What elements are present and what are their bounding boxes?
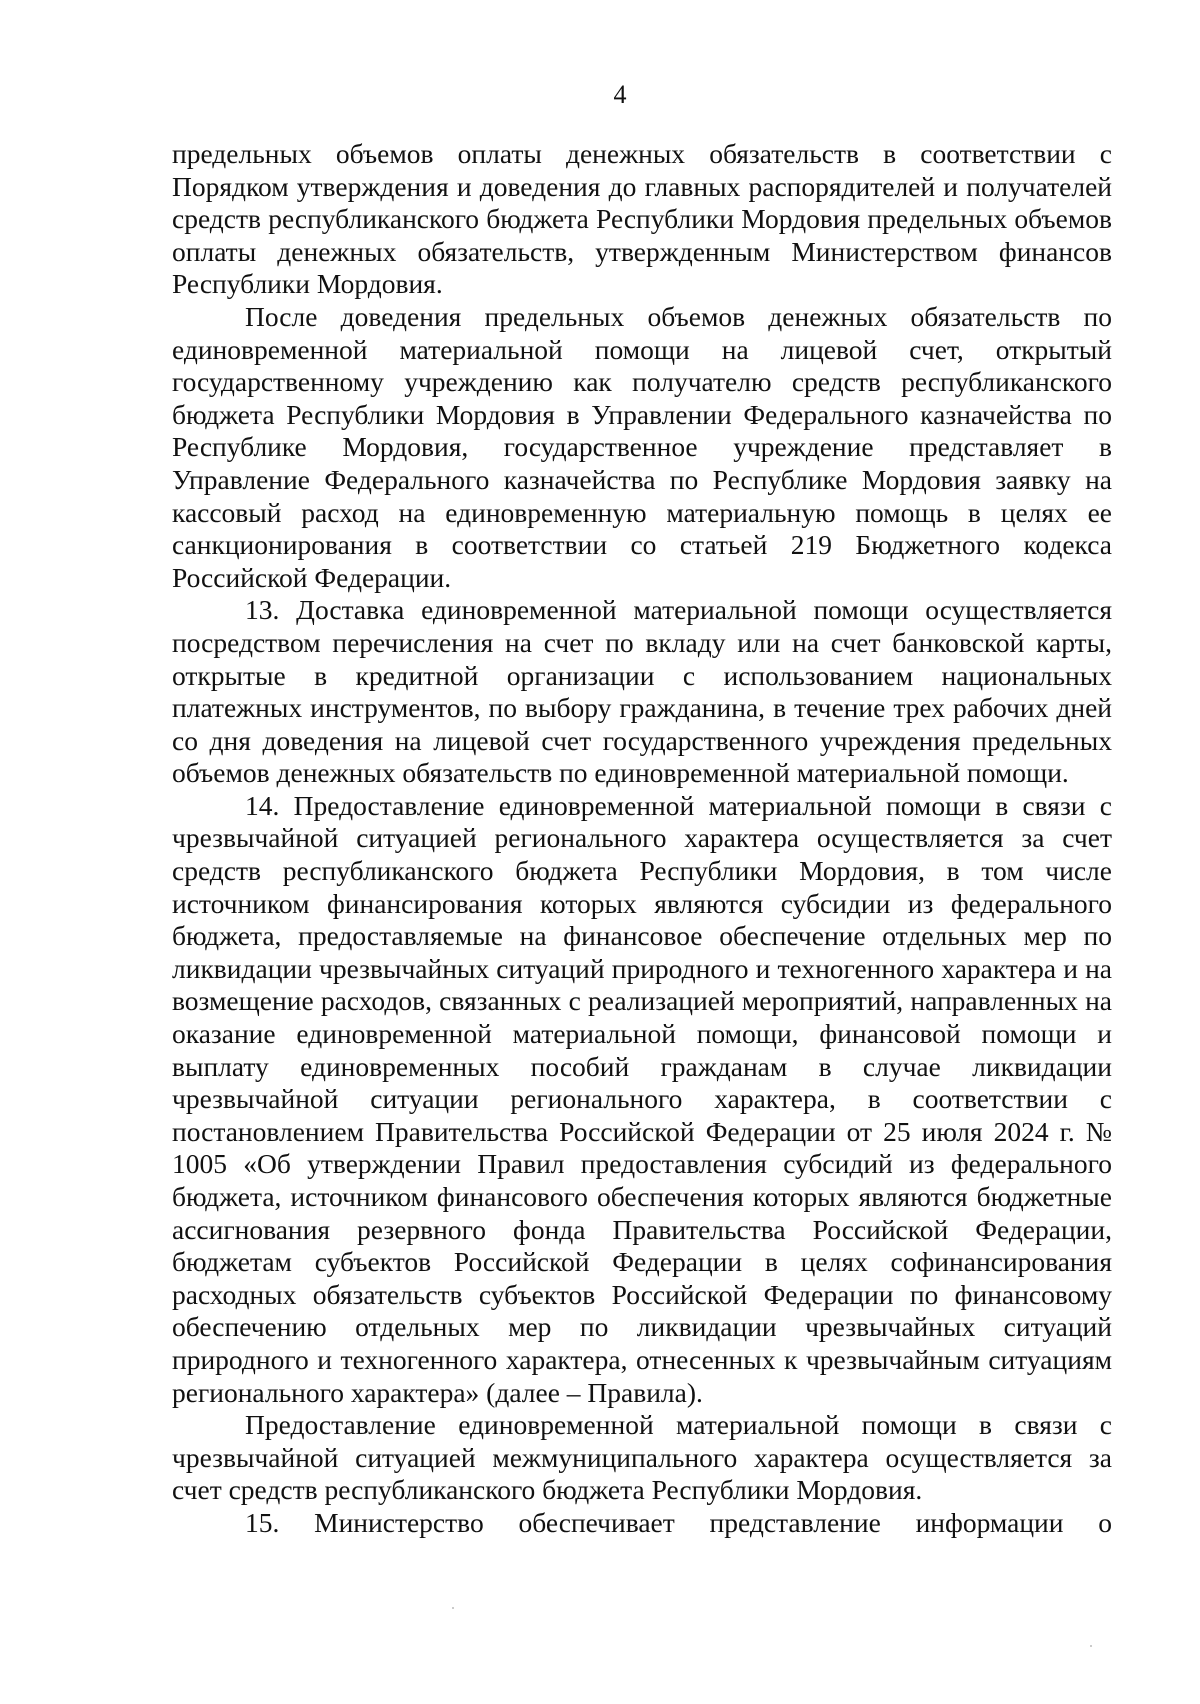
paragraph-item-14: 14. Предоставление единовременной материальной помощи в связи с чрезвычайной ситуацией регионального характера осуществляется за счет средств республиканского бюджета Республики Мордовия, в том числе источником финансирования которых являются субсидии из федерального бюджета, предоставляемые на финансовое обеспечение отдельных мер по ликвидации чрезвычайных ситуаций природного и техногенного характера и на возмещение расходов, связанных с реализацией мероприятий, направленных на оказание единовременной материальной помощи, финансовой помощи и выплату единовременных пособий гражданам в случае ликвидации чрезвычайной ситуации регионального характера, в соответствии с постановлением Правительства Российской Федерации от 25 июля 2024 г. № 1005 «Об утверждении Правил предоставления субсидий из федерального бюджета, источником финансового обеспечения которых являются бюджетные ассигнования резервного фонда Правительства Российской Федерации, бюджетам субъектов Российской Федерации в целях софинансирования расходных обязательств субъектов Российской Федерации по финансовому обеспечению отдельных мер по ликвидации чрезвычайных ситуаций природного и техногенного характера, отнесенных к чрезвычайным ситуациям регионального характера» (далее – Правила).: [172, 789, 1112, 1408]
paragraph-continuation: предельных объемов оплаты денежных обязательств в соответствии с Порядком утверждения и доведения до главных распорядителей и получателей средств республиканского бюджета Республики Мордовия предельных объемов оплаты денежных обязательств, утвержденным Министерством финансов Республики Мордовия.: [172, 138, 1112, 300]
paragraph-budget-allocation: После доведения предельных объемов денежных обязательств по единовременной материальной помощи на лицевой счет, открытый государственному учреждению как получателю средств республиканского бюджета Республики Мордовия в Управлении Федерального казначейства по Республике Мордовия, государственное учреждение представляет в Управление Федерального казначейства по Республике Мордовия заявку на кассовый расход на единовременную материальную помощь в целях ее санкционирования в соответствии со статьей 219 Бюджетного кодекса Российской Федерации.: [172, 300, 1112, 593]
scan-speck: [452, 1607, 454, 1609]
document-body: [172, 138, 1112, 1540]
paragraph-intermunicipal: Предоставление единовременной материальной помощи в связи с чрезвычайной ситуацией межмуниципального характера осуществляется за счет средств республиканского бюджета Республики Мордовия.: [172, 1409, 1112, 1506]
paragraph-item-13: 13. Доставка единовременной материальной помощи осуществляется посредством перечисления на счет по вкладу или на счет банковской карты, открытые в кредитной организации с использованием национальных платежных инструментов, по выбору гражданина, в течение трех рабочих дней со дня доведения на лицевой счет государственного учреждения предельных объемов денежных обязательств по единовременной материальной помощи.: [172, 594, 1112, 789]
paragraph-item-15: 15. Министерство обеспечивает представление информации о: [245, 1506, 1112, 1538]
scan-speck: [1090, 1645, 1092, 1647]
page-number: 4: [613, 80, 627, 109]
